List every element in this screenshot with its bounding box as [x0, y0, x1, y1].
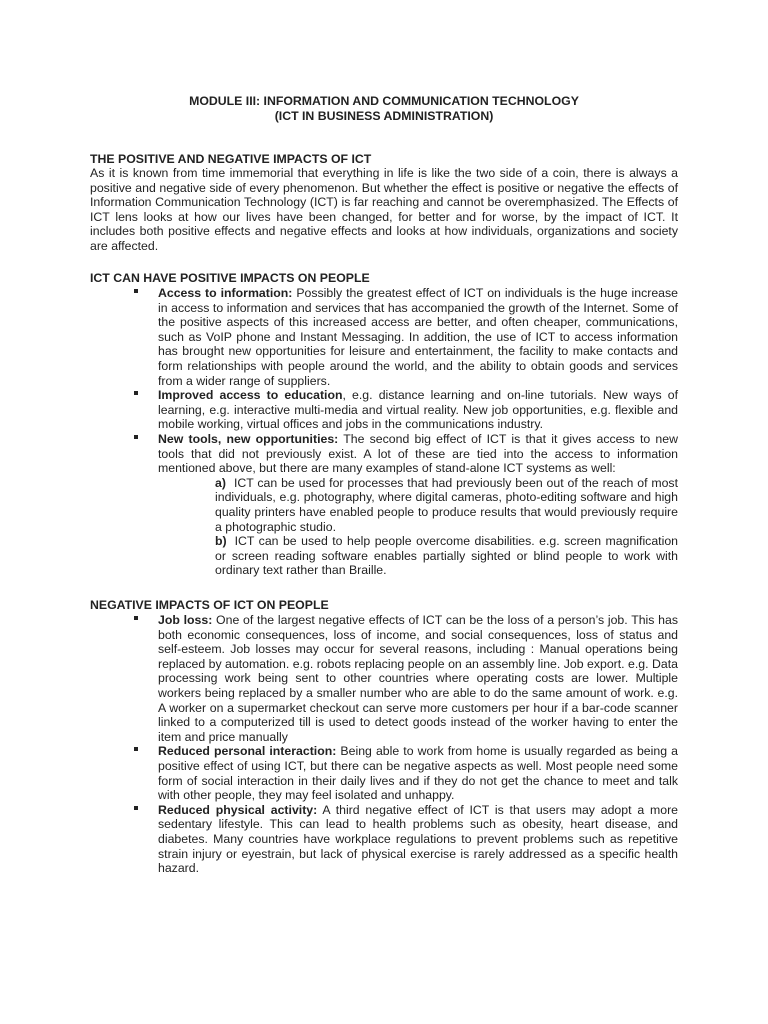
- bullet-icon: [134, 391, 138, 395]
- sub-item-marker: b): [215, 534, 227, 549]
- bullet-icon: [134, 806, 138, 810]
- item-text: Being able to work from home is usually regarded as being a positive effect of using ICT, but there can be negative aspects as well. Most people need some form of social interaction in their daily lives and if they do not get the chance to meet and talk with other people, they may feel isolated and unhappy.: [158, 744, 678, 803]
- item-lead: New tools, new opportunities:: [158, 431, 339, 446]
- sub-item-a: [215, 476, 678, 534]
- list-item: [0, 613, 678, 744]
- document-title: [0, 94, 768, 123]
- title-line-1: MODULE III: INFORMATION AND COMMUNICATION TECHNOLOGY: [189, 94, 579, 108]
- sub-item-text: ICT can be used for processes that had previously been out of the reach of most individuals, e.g. photography, where digital cameras, photo-editing software and high quality printers have enabled people to produce results that would previously require a photographic studio.: [215, 475, 678, 534]
- bullet-icon: [134, 289, 138, 293]
- intro-text: As it is known from time immemorial that everything in life is like the two side of a coin, there is always a positive and negative side of every phenomenon. But whether the effect is positive or negative the effects of Information Communication Technology (ICT) is far reaching and cannot be overemphasized. The Effects of ICT lens looks at how our lives have been changed, for better and for worse, by the impact of ICT. It includes both positive effects and negative effects and looks at how individuals, organizations and society are affected.: [90, 166, 678, 253]
- item-text: A third negative effect of ICT is that users may adopt a more sedentary lifestyle. This can lead to health problems such as obesity, heart disease, and diabetes. Many countries have workplace regulations to prevent problems such as repetitive strain injury or eyestrain, but lack of physical exercise is rarely addressed as a specific health hazard.: [158, 802, 678, 876]
- item-lead: Job loss:: [158, 613, 213, 627]
- list-item: [0, 286, 678, 388]
- list-item: [0, 388, 678, 432]
- list-item: [0, 803, 678, 876]
- positive-impacts-list: [0, 286, 678, 578]
- bullet-icon: [134, 435, 138, 439]
- section-heading-negative: NEGATIVE IMPACTS OF ICT ON PEOPLE: [90, 598, 329, 612]
- item-lead: Improved access to education: [158, 388, 343, 403]
- item-text: The second big effect of ICT is that it gives access to new tools that did not previously exist. A lot of these are tied into the access to information mentioned above, but there are many examples of stand-alone ICT systems as well:: [158, 431, 678, 476]
- intro-paragraph: [90, 166, 678, 254]
- sub-item-text: ICT can be used to help people overcome disabilities. e.g. screen magnification or screen reading software enables partially sighted or blind people to work with ordinary text rather than Braille.: [215, 534, 678, 578]
- negative-impacts-list: [0, 613, 678, 876]
- item-text: , e.g. distance learning and on-line tutorials. New ways of learning, e.g. interactive multi-media and virtual reality. New job opportunities, e.g. flexible and mobile working, virtual offices and jobs in the communications industry.: [158, 388, 678, 432]
- item-text: Possibly the greatest effect of ICT on individuals is the huge increase in access to information and services that has accompanied the growth of the Internet. Some of the positive aspects of this increased access are better, and often cheaper, communications, such as VoIP phone and Instant Messaging. In addition, the use of ICT to access information has brought new opportunities for leisure and entertainment, the facility to make contacts and form relationships with people around the world, and the ability to obtain goods and services from a wider range of suppliers.: [158, 286, 678, 388]
- list-item: [0, 744, 678, 802]
- item-lead: Access to information:: [158, 286, 293, 300]
- list-item: [0, 432, 678, 578]
- item-text: One of the largest negative effects of ICT can be the loss of a person’s job. This has both economic consequences, loss of income, and social consequences, loss of status and self-esteem. Job losses may occur for several reasons, including : Manual operations being replaced by automation. e.g. robots replacing people on an assembly line. Job export. e.g. Data processing work being sent to other countries where operating costs are lower. Multiple workers being replaced by a smaller number who are able to do the same amount of work. e.g. A worker on a supermarket checkout can serve more customers per hour if a bar-code scanner linked to a computerized till is used to detect goods instead of the worker having to enter the item and price manually: [158, 613, 679, 744]
- sub-item-marker: a): [215, 475, 226, 490]
- section-heading-impacts: THE POSITIVE AND NEGATIVE IMPACTS OF ICT: [90, 152, 372, 166]
- title-line-2: (ICT IN BUSINESS ADMINISTRATION): [274, 108, 494, 123]
- section-heading-positive: ICT CAN HAVE POSITIVE IMPACTS ON PEOPLE: [90, 271, 370, 285]
- item-lead: Reduced physical activity:: [158, 802, 318, 817]
- bullet-icon: [134, 616, 138, 620]
- item-lead: Reduced personal interaction:: [158, 744, 337, 759]
- sub-item-b: [215, 534, 678, 578]
- bullet-icon: [134, 747, 138, 751]
